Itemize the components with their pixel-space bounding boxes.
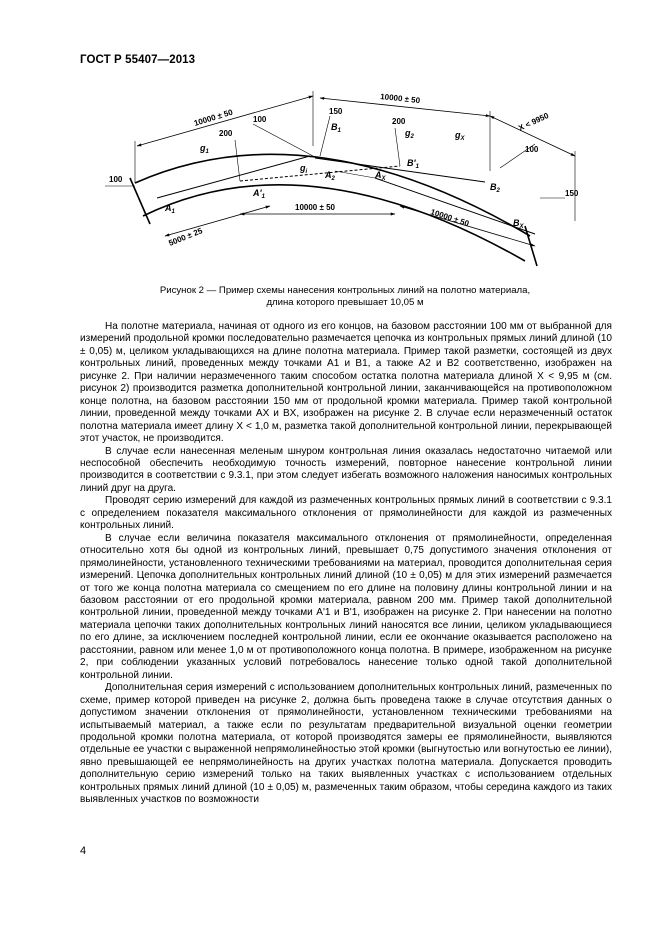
svg-text:5000 ± 25: 5000 ± 25 (167, 226, 204, 248)
dimension-5000 (167, 226, 204, 248)
paragraph-5: Дополнительная серия измерений с использованием дополнительных контрольных линий, размеченных по схеме, пример которой приведен на рисунке 2, должна быть проведена также в случае отсутствия данных о допустимом значении отклонения от прямолинейности, установленном техническими требованиями на испытываемый материал, а также если по результатам предварительной визуальной оценки геометрии продольной кромки полотна материала, от которой производятся замеры ее прямолинейности, выявляются отдельные ее участки с выраженной непрямолинейностью этой кромки (выгнутостью или вогнутостью ее линии), явно превышающей ее непрямолинейность на других участках полотна материала. Допускается проводить дополнительную серию измерений только на таких выявленных участках с использованием отдельных контрольных прямых линий длиной (10 ± 0,05) м, размеченных таким образом, чтобы середина каждого из таких выявленных участков по возможности (80, 682, 612, 806)
control-line-a2-b2 (315, 158, 485, 182)
svg-text:10000 ± 50: 10000 ± 50 (192, 107, 234, 128)
label-a1-prime: $A'_1$ (253, 188, 265, 200)
page-number: 4 (80, 845, 87, 857)
dimension-150-right: 150 (565, 189, 579, 198)
page-header: ГОСТ Р 55407—2013 (80, 54, 196, 66)
dimension-100-right: 100 (525, 145, 539, 154)
dimension-x (517, 111, 551, 133)
material-end-right (525, 226, 537, 266)
caption-line-2: длина которого превышает 10,05 м (266, 297, 424, 308)
label-ax: $A_X$ (375, 170, 386, 182)
dimension-150-top: 150 (329, 107, 343, 116)
dimension-10000-top-right (380, 92, 421, 105)
body-text (80, 321, 612, 807)
dimension-10000-bottom: 10000 ± 50 (295, 203, 335, 212)
material-edge-outer (135, 154, 530, 236)
figure-caption (100, 285, 590, 309)
label-a2: $A_2$ (325, 170, 335, 182)
label-b1: $B_1$ (331, 122, 341, 134)
dimension-100-left: 100 (109, 175, 123, 184)
label-bx: $B_X$ (513, 218, 524, 230)
label-g2: $g_2$ (405, 128, 414, 140)
dimension-100-mid: 100 (253, 115, 267, 124)
figure-diagram (95, 86, 595, 276)
label-b2: $B_2$ (490, 182, 500, 194)
label-a1: $A_1$ (165, 203, 175, 215)
paragraph-3: Проводят серию измерений для каждой из размеченных контрольных прямых линий в соответствии с 9.3.1 с определением показателя максимального отклонения от прямолинейности для каждой из размеченных контрольных линий. (80, 495, 612, 532)
svg-text:10000 ± 50: 10000 ± 50 (429, 207, 471, 229)
material-end-left (130, 178, 150, 224)
label-b1-prime: $B'_1$ (407, 158, 419, 170)
paragraph-1: На полотне материала, начиная от одного из его концов, на базовом расстоянии 100 мм от выбранной для измерений продольной кромки последовательно размечается цепочка из контрольных прямых линий длиной (10 ± 0,05) м, целиком укладывающихся на длине полотна материала. Пример такой разметки, состоящей из двух контрольных линий, проведенных между точками A1 и B1, а также A2 и B2 соответственно, изображен на рисунке 2. При наличии неразмеченного таким способом остатка полотна материала длиной X < 9,95 м (см. рисунок 2) производится разметка дополнительной контрольной линии, заканчивающейся на противоположном конце полотна, на базовом расстоянии 150 мм от продольной кромки материала. Пример такой контрольной линии, проведенной между точками AX и BX, изображен на рисунке 2. В случае если неразмеченный остаток полотна материала имеет длину X < 1,0 м, разметка такой дополнительной контрольной линии, перекрывающей этот участок, не производится. (80, 321, 612, 445)
label-gi: $g_i$ (300, 163, 308, 175)
dimension-200-left: 200 (219, 129, 233, 138)
label-gx: $g_X$ (455, 130, 465, 142)
paragraph-2: В случае если нанесенная меленым шнуром контрольная линия оказалась недостаточно читаемой или неспособной обеспечить необходимую точность измерений, повторное нанесение контрольной линии производится в соответствии с 9.3.1, при этом следует избегать возможного наложения наносимых контрольных линий друг на друга. (80, 445, 612, 494)
svg-text:X < 9950: X < 9950 (517, 111, 551, 133)
label-g1: $g_1$ (200, 143, 209, 155)
svg-text:10000 ± 50: 10000 ± 50 (379, 92, 421, 106)
caption-line-1: Рисунок 2 — Пример схемы нанесения контрольных линий на полотно материала, (159, 285, 531, 296)
dimension-10000-top-left (193, 107, 234, 127)
dimension-200-mid: 200 (392, 117, 406, 126)
paragraph-4: В случае если величина показателя максимального отклонения от прямолинейности, определенная относительно хотя бы одной из контрольных линий, превышает 0,75 допустимого значения отклонения от прямолинейности, установленного техническими требованиями на материал, проводится дополнительная серия измерений. Цепочка дополнительных контрольных линий длиной (10 ± 0,05) м для этих измерений размечается от того же конца полотна материала со смещением по его длине на половину длины контрольной линии и на базовом расстоянии от его продольной кромки материала, равном 200 мм. Пример такой дополнительной контрольной линии, проведенной между точками A'1 и B'1, изображен на рисунке 2. При нанесении на полотно материала цепочки таких дополнительных контрольных линий наносятся все линии, целиком укладывающиеся по его длине, за исключением последней контрольной линии, если ее окончание оказывается расположено на расстоянии, равном или менее 1,0 м от противоположного конца полотна. В примере, изображенном на рисунке 2, при соблюдении указанных условий потребовалось нанесение только одной такой дополнительной контрольной линии. (80, 532, 612, 681)
dimension-10000-bottom-right (429, 207, 470, 228)
